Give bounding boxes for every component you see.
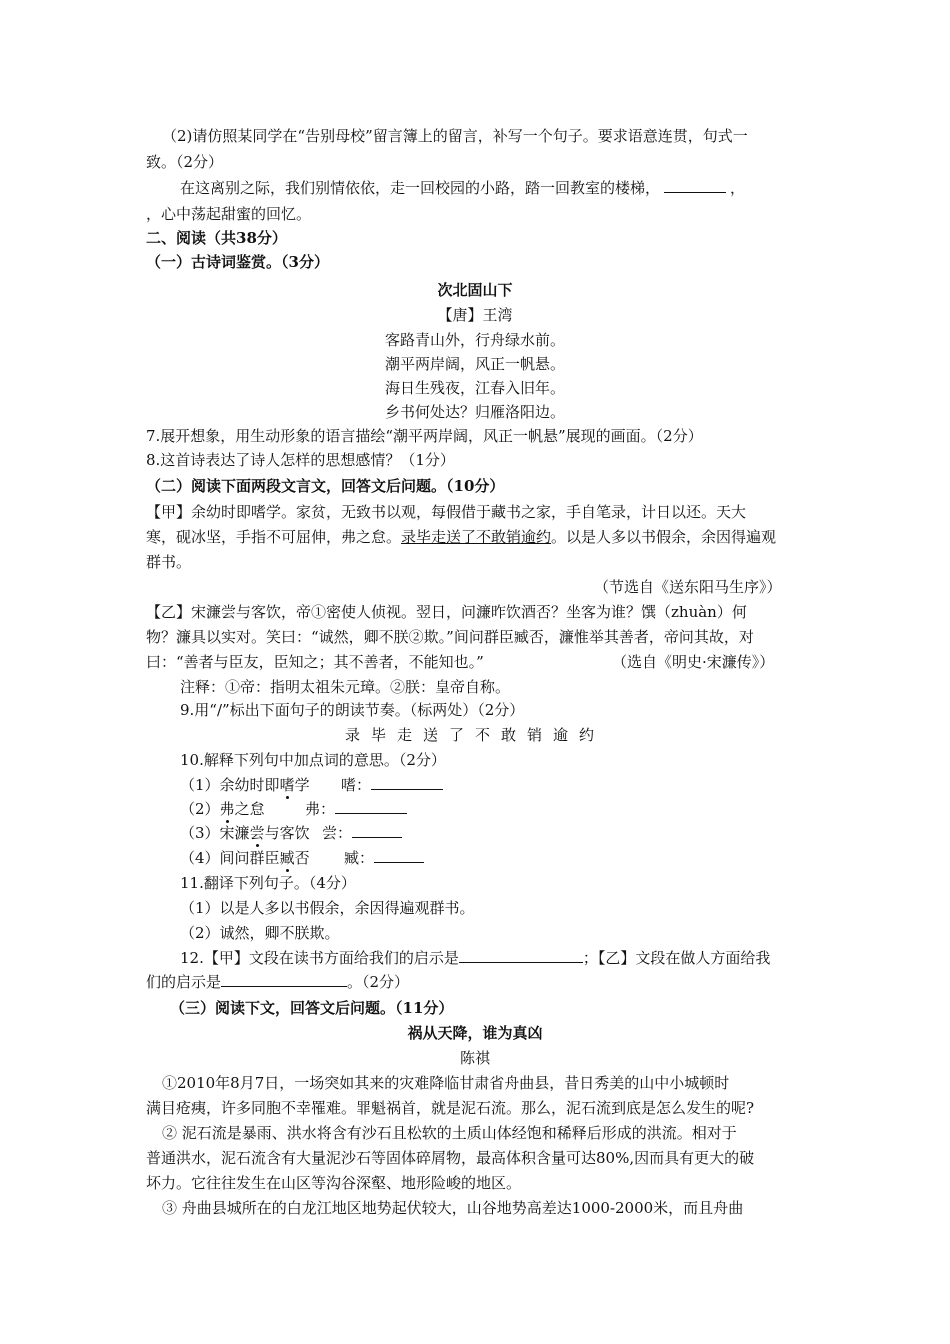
q10-answer-blank[interactable] bbox=[352, 823, 402, 838]
part3-heading: （三）阅读下文，回答文后问题。（11分） bbox=[170, 999, 454, 1017]
q2-sentence-text: 在这离别之际，我们别情依依，走一回校园的小路，踏一回教室的楼梯， bbox=[180, 179, 661, 197]
q10-answer-blank[interactable] bbox=[371, 775, 443, 790]
poem-line: 潮平两岸阔，风正一帆悬。 bbox=[384, 355, 565, 373]
q10-item: （2）弗之怠 bbox=[180, 800, 265, 818]
article-author: 陈祺 bbox=[459, 1049, 490, 1067]
passage-yi-line2: 物？濂具以实对。笑曰：“诚然，卿不朕②欺。”间问群臣臧否，濂惟举其善者，帝问其故，对 bbox=[146, 628, 754, 646]
q10-item: （3）宋濂尝与客饮 bbox=[180, 824, 310, 842]
q2-prompt-line2: 致。（2分） bbox=[146, 153, 224, 171]
question-11: 11.翻译下列句子。（4分） bbox=[180, 874, 356, 892]
poem-title: 次北固山下 bbox=[437, 281, 513, 299]
passage-notes: 注释：①帝：指明太祖朱元璋。②朕：皇帝自称。 bbox=[180, 678, 511, 696]
question-12-line1: 12.【甲】文段在读书方面给我们的启示是 ；【乙】文段在做人方面给我 bbox=[180, 949, 771, 967]
question-9: 9.用“/”标出下面句子的朗读节奏。（标两处）（2分） bbox=[180, 701, 525, 719]
passage-yi-line1: 【乙】宋濂尝与客饮，帝①密使人侦视。翌日，问濂昨饮酒否？坐客为谁？馔（zhuàn）何 bbox=[146, 603, 747, 621]
poem-line: 客路青山外，行舟绿水前。 bbox=[384, 331, 565, 349]
article-title: 祸从天降，谁为真凶 bbox=[407, 1024, 543, 1042]
passage-jia-line1: 【甲】余幼时即嗜学。家贫，无致书以观，每假借于藏书之家，手自笔录，计日以还。天大 bbox=[146, 503, 747, 521]
q10-answer-blank[interactable] bbox=[335, 799, 407, 814]
question-8: 8.这首诗表达了诗人怎样的思想感情？（1分） bbox=[146, 451, 455, 469]
q9-sentence: 录毕走送了不敢销逾约 bbox=[344, 726, 605, 744]
question-7: 7.展开想象，用生动形象的语言描绘“潮平两岸阔，风正一帆悬”展现的画面。（2分） bbox=[146, 427, 703, 445]
article-para3-line1: ③ 舟曲县城所在的白龙江地区地势起伏较大，山谷地势高差达1000-2000米，而且舟曲 bbox=[162, 1199, 744, 1217]
article-para2-line1: ② 泥石流是暴雨、洪水将含有沙石且松软的土质山体经饱和稀释后形成的洪流。相对于 bbox=[162, 1124, 737, 1142]
passage-jia-source: （节选自《送东阳马生序》） bbox=[594, 578, 782, 596]
question-10: 10.解释下列句中加点词的意思。（2分） bbox=[180, 751, 446, 769]
article-para1-line2: 满目疮痍，许多同胞不幸罹难。罪魁祸首，就是泥石流。那么，泥石流到底是怎么发生的呢? bbox=[146, 1099, 755, 1117]
passage-yi-line3: 曰：“善者与臣友，臣知之；其不善者，不能知也。” bbox=[146, 653, 484, 671]
poem-author: 【唐】王湾 bbox=[437, 306, 513, 324]
passage-jia-line2: 寒，砚冰坚，手指不可屈伸，弗之怠。录毕走送了不敢销逾约。以是人多以书假余，余因得遍观 bbox=[146, 528, 777, 546]
q2-prompt-line1: （2)请仿照某同学在“告别母校”留言簿上的留言，补写一个句子。要求语意连贯，句式一 bbox=[162, 127, 748, 145]
article-para2-line2: 普通洪水，泥石流含有大量泥沙石等固体碎屑物，最高体积含量可达80%,因而具有更大的破 bbox=[146, 1149, 755, 1167]
underlined-sentence: 录毕走送了不敢销逾约 bbox=[401, 528, 552, 546]
passage-jia-line3: 群书。 bbox=[146, 553, 192, 571]
q2-sentence-line2: ，心中荡起甜蜜的回忆。 bbox=[146, 205, 312, 223]
q11-item: （1）以是人多以书假余，余因得遍观群书。 bbox=[180, 899, 475, 917]
q10-item: （1）余幼时即嗜学 bbox=[180, 776, 310, 794]
passage-yi-source: （选自《明史·宋濂传》） bbox=[612, 653, 775, 671]
question-12-line2: 们的启示是 。（2分） bbox=[146, 973, 410, 991]
q12-jia-blank[interactable] bbox=[459, 948, 583, 963]
q12-yi-blank[interactable] bbox=[221, 972, 347, 987]
q10-answer: 臧： bbox=[344, 848, 424, 868]
q11-item: （2）诚然，卿不朕欺。 bbox=[180, 924, 340, 942]
q10-answer: 弗： bbox=[305, 799, 407, 819]
q2-sentence-line1: 在这离别之际，我们别情依依，走一回校园的小路，踏一回教室的楼梯， ， bbox=[180, 179, 746, 197]
q10-answer: 尝： bbox=[322, 823, 402, 843]
q10-answer-blank[interactable] bbox=[374, 848, 424, 863]
part1-heading: （一）古诗词鉴赏。（3分） bbox=[146, 253, 329, 271]
poem-line: 海日生残夜，江春入旧年。 bbox=[384, 379, 565, 397]
q2-answer-blank[interactable] bbox=[664, 178, 726, 193]
part2-heading: （二）阅读下面两段文言文，回答文后问题。（10分） bbox=[146, 477, 505, 495]
article-para2-line3: 坏力。它往往发生在山区等沟谷深壑、地形险峻的地区。 bbox=[146, 1174, 522, 1192]
article-para1-line1: ①2010年8月7日，一场突如其来的灾难降临甘肃省舟曲县，昔日秀美的山中小城顿时 bbox=[162, 1074, 730, 1092]
q10-answer: 嗜： bbox=[341, 775, 443, 795]
q10-item: （4）间问群臣臧否 bbox=[180, 849, 310, 867]
section-title: 二、阅读（共38分） bbox=[146, 229, 287, 247]
poem-line: 乡书何处达？归雁洛阳边。 bbox=[384, 403, 565, 421]
